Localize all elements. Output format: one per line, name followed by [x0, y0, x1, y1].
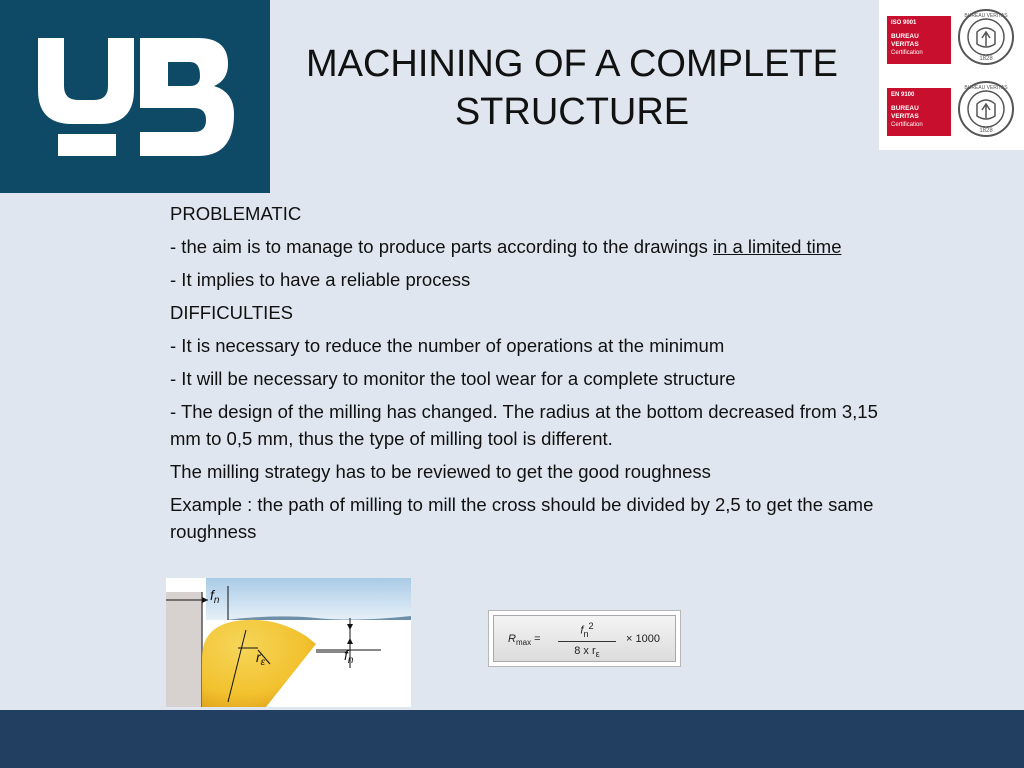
fn-bottom-subscript: n — [347, 655, 354, 666]
formula-fraction — [558, 621, 616, 659]
line-example: Example : the path of milling to mill the cross should be divided by 2,5 to get the same roughness — [170, 494, 874, 542]
re-label: r — [256, 649, 261, 665]
formula-lhs — [508, 633, 541, 647]
formula-f: f — [580, 624, 584, 637]
formula-f-subscript: n — [583, 628, 589, 639]
tool-feed-diagram — [166, 578, 411, 707]
formula-numerator — [558, 621, 616, 642]
line-monitor-wear: - It will be necessary to monitor the tool wear for a complete structure — [170, 368, 736, 389]
line-reduce-operations: - It is necessary to reduce the number of operations at the minimum — [170, 335, 725, 356]
limited-time-emphasis: in a limited time — [712, 236, 842, 257]
heading-problematic: PROBLEMATIC — [170, 203, 302, 224]
certification-panel — [879, 0, 1024, 150]
formula-denominator — [558, 642, 616, 659]
cert-standard: EN 9100 — [891, 92, 915, 98]
footer-bar — [0, 710, 1024, 768]
fn-top-subscript: n — [213, 595, 220, 606]
fn-bottom-label: f — [344, 647, 348, 663]
formula-r: R — [508, 633, 516, 645]
line-design-change: - The design of the milling has changed. The radius at the bottom decreased from 3,15 mm to 0,5 mm, thus the type of milling tool is different. — [170, 401, 878, 449]
heading-difficulties: DIFFICULTIES — [170, 302, 293, 323]
cutting-insert-diagram-icon — [166, 578, 411, 707]
iso-9001-certification — [887, 8, 1017, 68]
page-title — [290, 40, 854, 136]
cert-standard: ISO 9001 — [891, 20, 917, 26]
roughness-formula — [493, 615, 676, 662]
seal-year: 1828 — [979, 56, 993, 62]
formula-denominator-text: 8 x r — [574, 644, 596, 657]
seal-text: BUREAU VERITAS — [964, 85, 1008, 91]
slide-body — [170, 200, 890, 551]
en-9100-certification — [887, 80, 1017, 140]
formula-f-superscript: 2 — [588, 621, 594, 631]
formula-multiplier: × 1000 — [626, 633, 660, 645]
seal-text: BUREAU VERITAS — [964, 13, 1008, 19]
cert-label: Certification — [891, 50, 923, 56]
title-line-2: STRUCTURE — [454, 91, 690, 133]
title-line-1: MACHINING OF A COMPLETE — [305, 43, 839, 85]
formula-r-subscript: max — [515, 638, 532, 648]
cert-issuer: BUREAU VERITAS — [891, 105, 919, 120]
re-subscript: ε — [260, 657, 266, 668]
bureau-veritas-seal-icon — [957, 8, 1015, 66]
seal-year: 1828 — [979, 128, 993, 134]
cert-label: Certification — [891, 122, 923, 128]
bureau-veritas-seal-icon — [957, 80, 1015, 138]
line-reliable: - It implies to have a reliable process — [170, 269, 471, 290]
roughness-formula-box — [488, 610, 681, 667]
company-logo — [0, 0, 270, 193]
line-aim — [170, 233, 890, 260]
cert-issuer: BUREAU VERITAS — [891, 33, 919, 48]
fn-top-label: f — [210, 587, 214, 603]
ub-logo-icon — [38, 38, 234, 156]
line-strategy: The milling strategy has to be reviewed to get the good roughness — [170, 461, 711, 482]
formula-equals: = — [531, 633, 541, 645]
cert-label-box — [887, 88, 951, 136]
line-aim-text: - the aim is to manage to produce parts according to the drawings — [170, 236, 713, 257]
cert-label-box — [887, 16, 951, 64]
formula-denominator-subscript: ε — [595, 649, 600, 660]
